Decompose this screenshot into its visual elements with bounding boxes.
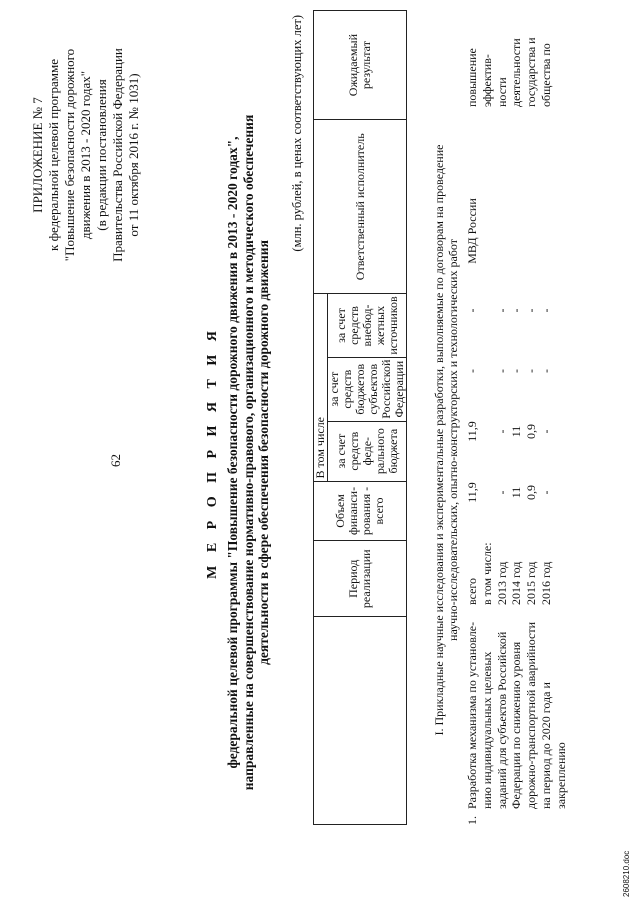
header-empty (314, 617, 407, 825)
description-line: заданий для субъектов Российской (494, 631, 509, 809)
value-cell: - (509, 308, 524, 313)
header-extrabudget: за счет средств внебюд- жетных источников (328, 294, 407, 357)
result-line: повышение (465, 48, 479, 107)
header-period: Период реализации (314, 541, 407, 617)
title-line: направленные на совершенствование нормативно-правового, организационного и методического обеспечения (240, 114, 256, 791)
period-cell: в том числе: (479, 542, 494, 605)
title-line: федеральной целевой программы "Повышение безопасности дорожного движения в 2013 - 2020 годах", (225, 136, 240, 769)
value-cell: - (538, 369, 553, 373)
result-line: государства и (524, 37, 539, 107)
row-extrabudget-values (465, 282, 554, 339)
value-cell: - (538, 490, 553, 495)
appendix-line: (в редакции постановления (94, 79, 109, 231)
value-cell: 0,9 (524, 485, 539, 500)
appendix-block (30, 5, 142, 305)
value-cell: - (494, 308, 509, 313)
row-result (465, 27, 554, 107)
period-cell: 2015 год (524, 561, 539, 605)
value-cell: 0,9 (524, 424, 539, 439)
description-line: на период до 2020 года и закреплению (538, 682, 568, 809)
section-line: I. Прикладные научные исследования и экспериментальные разработки, выполняемые по договорам на проведение (432, 144, 446, 736)
value-cell: 11 (509, 486, 524, 499)
period-cell: всего (465, 577, 479, 605)
value-cell: - (538, 308, 553, 313)
row-number: 1. (465, 816, 479, 825)
section-title (432, 60, 460, 820)
appendix-line: движения в 2013 - 2020 годах" (78, 70, 93, 240)
value-cell: - (465, 369, 479, 373)
value-cell: - (494, 369, 509, 373)
period-cell: 2016 год (538, 561, 553, 605)
row-executor: МВД России (465, 198, 479, 264)
header-executor: Ответственный исполнитель (314, 120, 407, 294)
header-total: Объем финанси- рования - всего (314, 481, 407, 541)
appendix-line: ПРИЛОЖЕНИЕ № 7 (30, 97, 45, 213)
value-cell (480, 343, 495, 399)
header-regional: за счет средств бюджетов субъектов Российской Федерации (328, 357, 407, 421)
result-line: эффектив- (479, 54, 494, 107)
value-cell: 11,9 (465, 421, 479, 442)
appendix-line: "Повышение безопасности дорожного (62, 48, 77, 262)
value-cell: - (524, 308, 539, 313)
period-cell: 2014 год (509, 561, 524, 605)
value-cell: 11,9 (465, 482, 479, 503)
table-header (313, 10, 407, 825)
header-federal: за счет средств феде- рального бюджета (328, 421, 407, 481)
value-cell: - (509, 369, 524, 373)
result-line: ности (494, 77, 509, 107)
appendix-line: к федеральной целевой программе (46, 59, 61, 251)
result-line: деятельности (509, 38, 524, 107)
page-number: 62 (108, 454, 123, 467)
header-including: В том числе (314, 294, 328, 481)
description-line: нию индивидуальных целевых (479, 651, 494, 809)
section-line: научно-исследовательских, опытно-конструкторских и технологических работ (446, 239, 460, 641)
value-cell (480, 465, 495, 520)
appendix-line: от 11 октября 2016 г. № 1031) (126, 73, 141, 237)
value-cell (480, 282, 495, 339)
value-cell: - (538, 429, 553, 434)
row-total-values (465, 465, 554, 520)
description-line: Федерации по снижению уровня (509, 641, 524, 809)
row-periods (465, 530, 554, 605)
period-cell: 2013 год (494, 561, 509, 605)
description-line: дорожно-транспортной аварийности (524, 621, 539, 809)
document-title (225, 0, 272, 905)
appendix-line: Правительства Российской Федерации (110, 48, 125, 262)
row-regional-values (465, 343, 554, 399)
value-cell: 11 (509, 425, 524, 438)
value-cell: - (494, 490, 509, 495)
description-line: Разработка механизма по установле- (465, 621, 479, 809)
header-result: Ожидаемый результат (314, 11, 407, 120)
row-federal-values (465, 404, 554, 459)
result-line: общества по (538, 43, 553, 107)
title-line: деятельности в сфере обеспечения безопасности дорожного движения (256, 240, 271, 665)
value-cell: - (524, 369, 539, 373)
value-cell (480, 404, 495, 459)
value-cell: - (494, 429, 509, 434)
document-heading: М Е Р О П Р И Я Т И Я (205, 326, 220, 579)
value-cell: - (465, 308, 479, 313)
row-description (465, 613, 569, 809)
document-id: 2608210.doc (622, 850, 631, 897)
units-note: (млн. рублей, в ценах соответствующих лет) (290, 15, 304, 252)
